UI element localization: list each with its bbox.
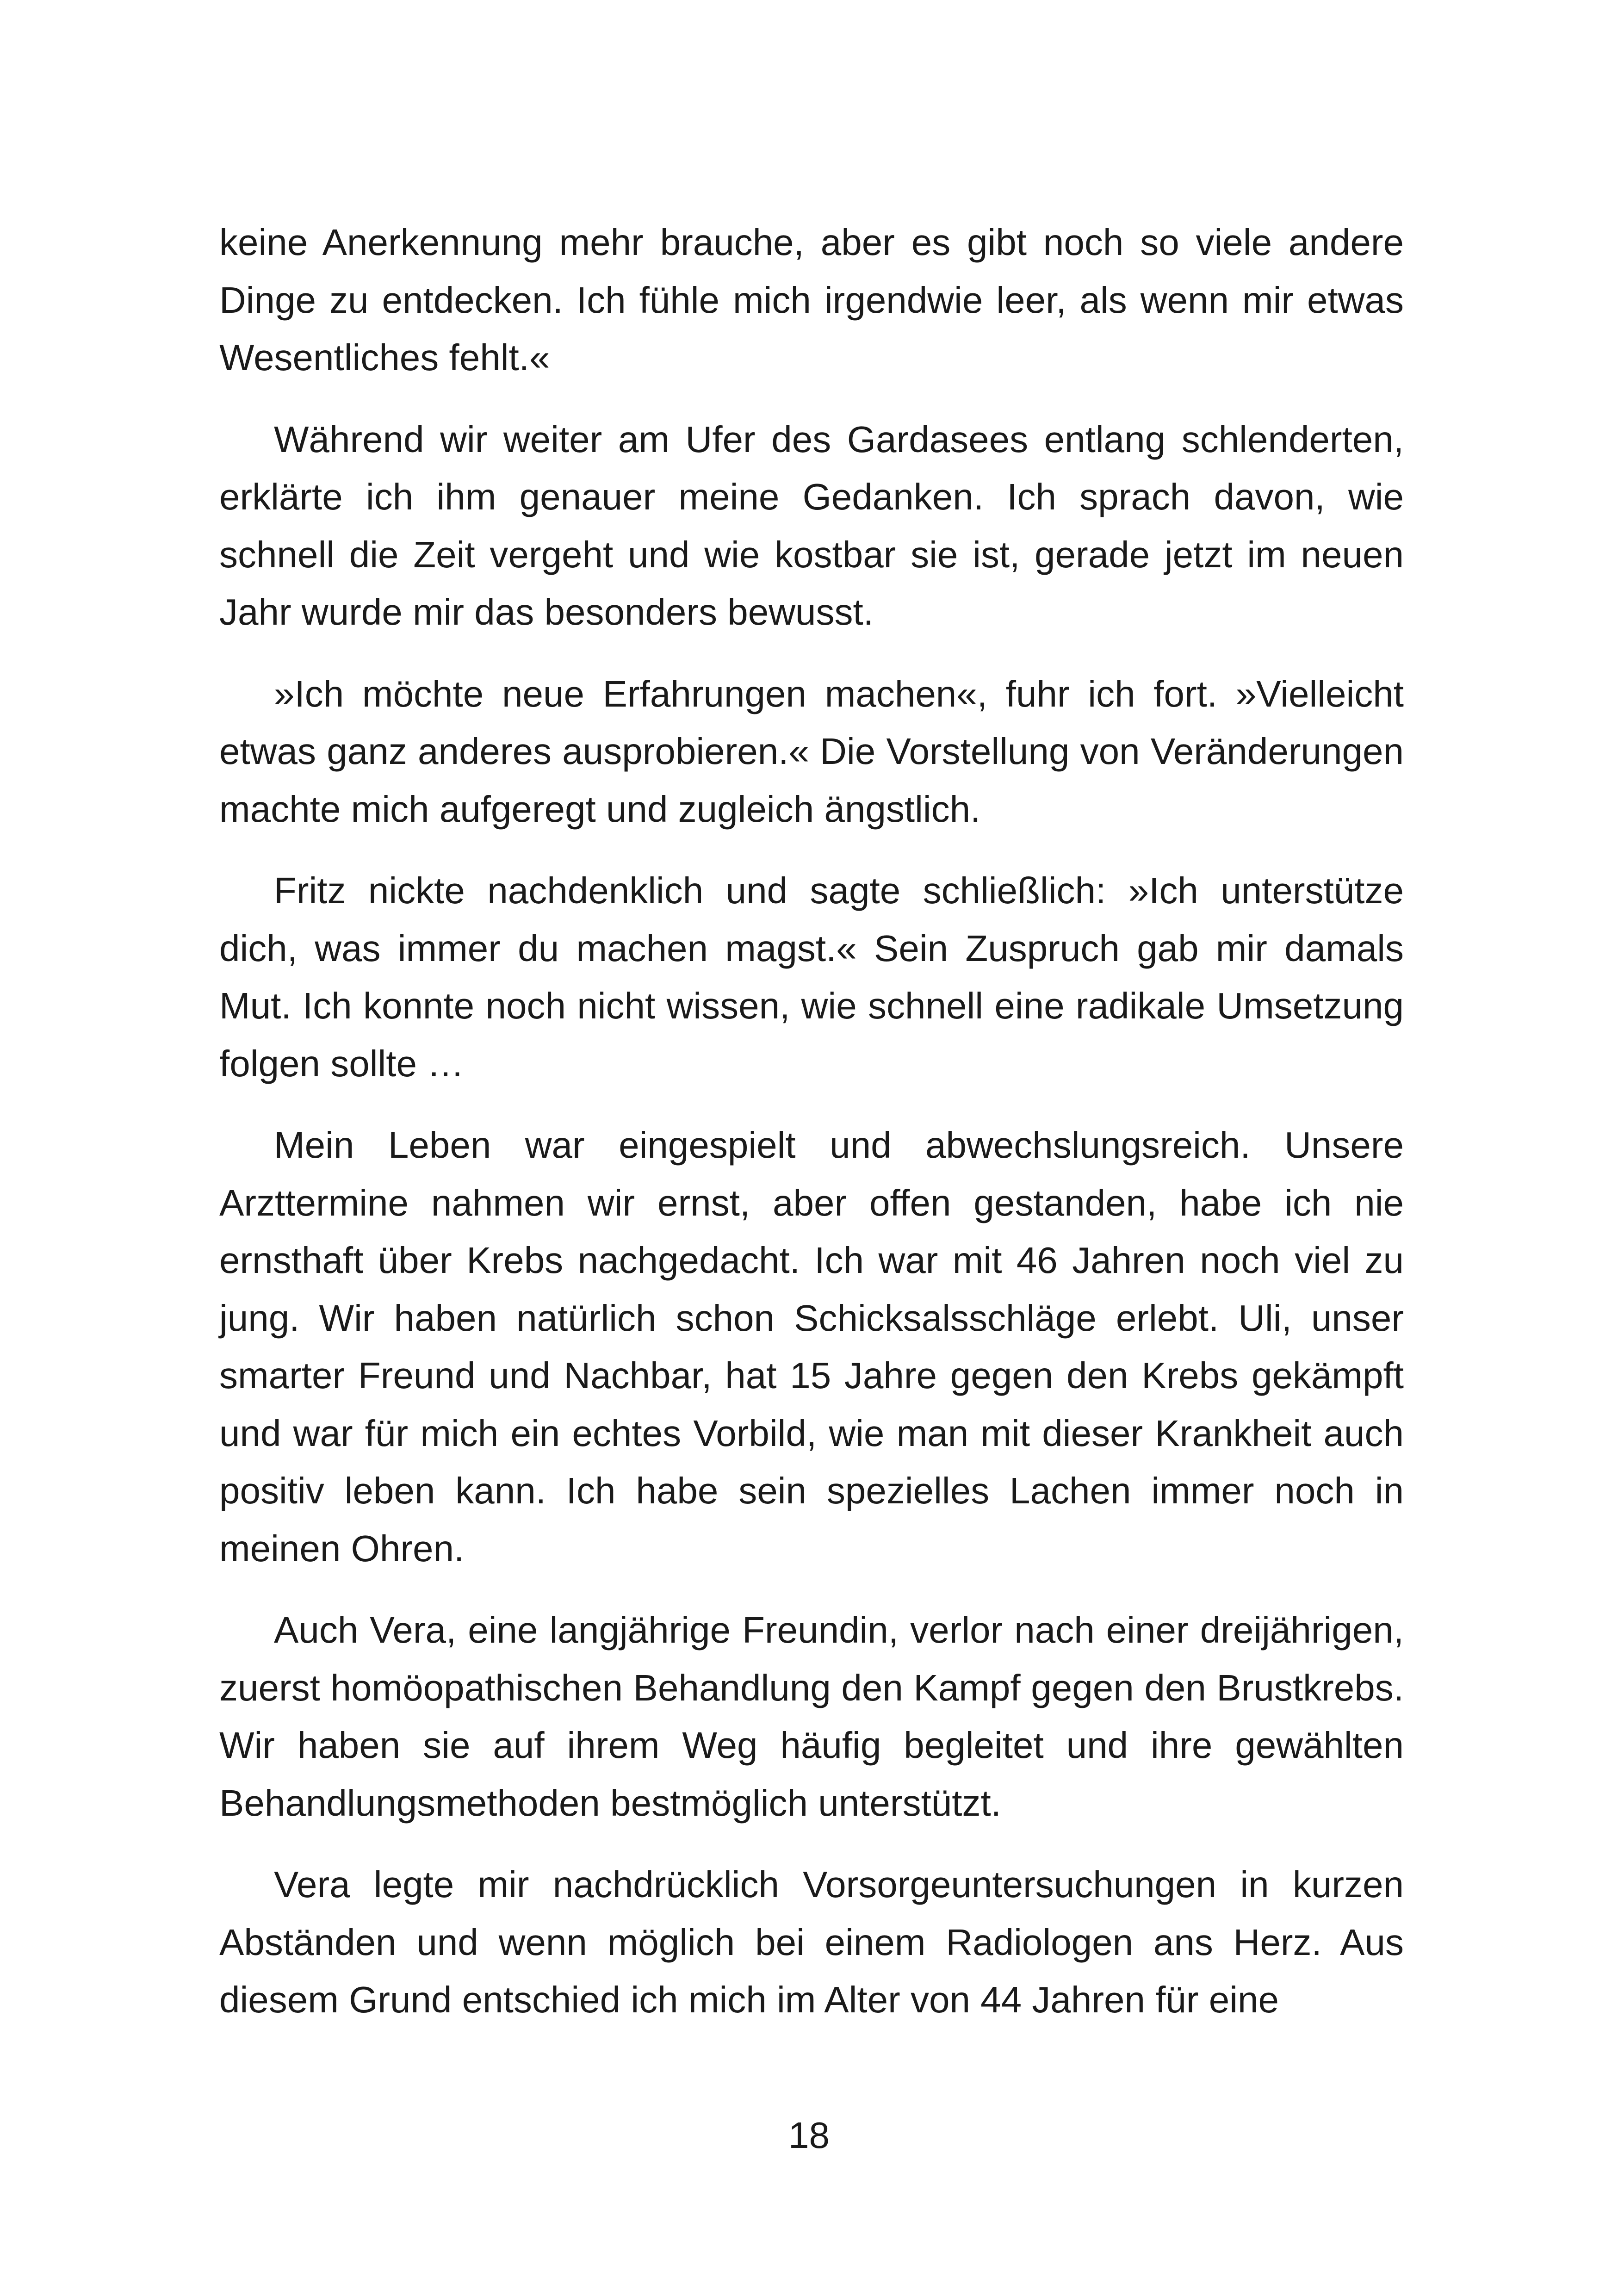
page-number: 18 xyxy=(788,2115,830,2156)
paragraph-6: Auch Vera, eine langjährige Freundin, verlor nach einer dreijährigen, zuerst homöopathischen Behandlung den Kampf gegen den Brustkrebs. Wir haben sie auf ihrem Weg häufig begleitet und ihre gewählten Behandlungsmethoden bestmöglich unterstützt. xyxy=(219,1609,1404,1824)
paragraph-7: Vera legte mir nachdrücklich Vorsorgeuntersuchungen in kurzen Abständen und wenn möglich bei einem Radiologen ans Herz. Aus diesem Grund entschied ich mich im Alter von 44 Jahren für eine xyxy=(219,1864,1404,2020)
paragraph-1: keine Anerkennung mehr brauche, aber es gibt noch so viele andere Dinge zu entdecken. Ich fühle mich irgendwie leer, als wenn mir etwas Wesentliches fehlt.« xyxy=(219,222,1404,378)
paragraph-3: »Ich möchte neue Erfahrungen machen«, fuhr ich fort. »Vielleicht etwas ganz anderes ausprobieren.« Die Vorstellung von Veränderungen machte mich aufgeregt und zugleich ängstlich. xyxy=(219,673,1404,830)
paragraph-2: Während wir weiter am Ufer des Gardasees entlang schlenderten, erklärte ich ihm genauer meine Gedanken. Ich sprach davon, wie schnell die Zeit vergeht und wie kostbar sie ist, gerade jetzt im neuen Jahr wurde mir das besonders bewusst. xyxy=(219,418,1404,633)
body-text xyxy=(219,214,1404,2053)
paragraph-4: Fritz nickte nachdenklich und sagte schließlich: »Ich unterstütze dich, was immer du machen magst.« Sein Zuspruch gab mir damals Mut. Ich konnte noch nicht wissen, wie schnell eine radikale Umsetzung folgen sollte … xyxy=(219,870,1404,1084)
paragraph-5: Mein Leben war eingespielt und abwechslungsreich. Unsere Arzttermine nahmen wir ernst, aber offen gestanden, habe ich nie ernsthaft über Krebs nachgedacht. Ich war mit 46 Jahren noch viel zu jung. Wir haben natürlich schon Schicksalsschläge erlebt. Uli, unser smarter Freund und Nachbar, hat 15 Jahre gegen den Krebs gekämpft und war für mich ein echtes Vorbild, wie man mit dieser Krankheit auch positiv leben kann. Ich habe sein spezielles Lachen immer noch in meinen Ohren. xyxy=(219,1124,1404,1569)
